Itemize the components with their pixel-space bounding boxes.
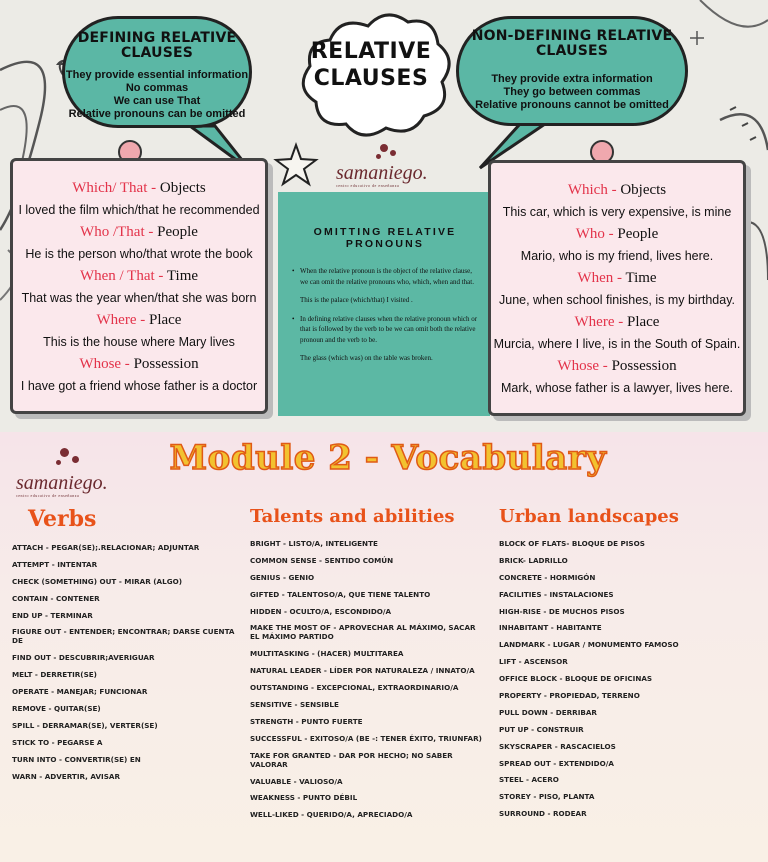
- pronoun-heading: Whose - Possession: [79, 356, 199, 372]
- omitting-heading: OMITTING RELATIVE PRONOUNS: [313, 226, 457, 250]
- vocab-item: TURN INTO - CONVERTIR(SE) EN: [12, 754, 141, 764]
- logo-dot: [376, 154, 381, 159]
- logo-tagline: centro educativo de enseñanza: [16, 493, 80, 498]
- pronoun-heading: Which - Objects: [567, 182, 667, 198]
- vocab-item: BRIGHT - LISTO/A, INTELIGENTE: [250, 539, 378, 548]
- verbs-list: [12, 543, 238, 781]
- defining-bubble: [62, 16, 252, 128]
- title-line-2: CLAUSES: [313, 66, 429, 91]
- example-sentence: This is the house where Mary lives: [43, 335, 235, 349]
- vocab-item: OFFICE BLOCK - BLOQUE DE OFICINAS: [499, 674, 653, 684]
- vocab-item: ATTACH - PEGAR(SE);.RELACIONAR; ADJUNTAR: [12, 543, 200, 552]
- talents-column: [250, 506, 486, 827]
- omitting-rule: • In defining relative clauses when the relative pronoun which or that is followed by the verb to be we can omit both the relative pronoun and the verb to be.: [292, 314, 478, 346]
- vocab-item: MELT - DERRETIR(SE): [12, 670, 97, 680]
- pronoun-heading: When - Time: [577, 270, 657, 286]
- vocab-item: OPERATE - MANEJAR; FUNCIONAR: [12, 687, 148, 697]
- non-defining-point: They provide extra information: [491, 73, 653, 85]
- vocab-item: WEAKNESS - PUNTO DÉBIL: [250, 793, 358, 803]
- talents-heading: Talents and abilities: [250, 506, 455, 527]
- vocab-item: FIGURE OUT - ENTENDER; ENCONTRAR; DARSE CUENTA DE: [12, 627, 235, 646]
- non-defining-point: Relative pronouns cannot be omitted: [475, 99, 669, 111]
- vocab-item: VALUABLE - VALIOSO/A: [250, 776, 343, 786]
- vocab-item: MULTITASKING - (HACER) MULTITAREA: [250, 649, 404, 659]
- vocab-item: CHECK (SOMETHING) OUT - MIRAR (ALGO): [12, 576, 182, 586]
- logo-dot: [60, 448, 69, 457]
- example-sentence: This car, which is very expensive, is mine: [502, 205, 732, 219]
- vocab-item: HIDDEN - OCULTO/A, ESCONDIDO/A: [250, 606, 392, 616]
- example-sentence: June, when school finishes, is my birthday.: [499, 293, 735, 307]
- example-sentence: He is the person who/that wrote the book: [25, 247, 253, 261]
- vocab-item: CONTAIN - CONTENER: [12, 593, 100, 603]
- logo-tagline: centro educativo de enseñanza: [336, 183, 400, 188]
- non-defining-examples-card: [488, 160, 746, 416]
- title-line-1: RELATIVE: [310, 39, 432, 64]
- vocab-item: BRICK- LADRILLO: [499, 555, 568, 565]
- omitting-example: This is the palace (which/that) I visited .: [300, 296, 413, 304]
- vocab-item: CONCRETE - HORMIGÓN: [499, 572, 596, 582]
- omitting-rule: • When the relative pronoun is the object of the relative clause, we can omit the relative pronouns who, which, when and that.: [292, 266, 478, 287]
- vocab-item: WARN - ADVERTIR, AVISAR: [12, 771, 120, 781]
- vocab-item: STEEL - ACERO: [499, 775, 559, 785]
- vocab-item: SUCCESSFUL - EXITOSO/A (BE -: TENER ÉXITO, TRIUNFAR): [250, 733, 482, 743]
- vocab-item: OUTSTANDING - EXCEPCIONAL, EXTRAORDINARIO/A: [250, 683, 459, 693]
- vocab-item: SPILL - DERRAMAR(SE), VERTER(SE): [12, 720, 158, 730]
- logo-dot: [72, 456, 79, 463]
- samaniego-logo: [336, 162, 428, 188]
- non-defining-heading-1: NON-DEFINING RELATIVE: [471, 28, 673, 44]
- vocab-item: TAKE FOR GRANTED - DAR POR HECHO; NO SABER VALORAR: [250, 750, 453, 769]
- pronoun-heading: Which/ That - Objects: [72, 180, 206, 196]
- vocab-item: SKYSCRAPER - RASCACIELOS: [499, 741, 616, 751]
- vocab-item: FACILITIES - INSTALACIONES: [499, 589, 614, 599]
- example-sentence: Murcia, where I live, is in the South of Spain.: [493, 337, 741, 351]
- logo-text: samaniego.: [16, 472, 108, 494]
- vocab-item: SENSITIVE - SENSIBLE: [250, 700, 339, 710]
- urban-list: [499, 539, 735, 818]
- samaniego-logo-bottom: [16, 472, 108, 498]
- pronoun-heading: Where - Place: [574, 314, 660, 330]
- vocab-item: STRENGTH - PUNTO FUERTE: [250, 716, 363, 726]
- vocab-item: END UP - TERMINAR: [12, 610, 93, 620]
- vocab-item: PROPERTY - PROPIEDAD, TERRENO: [499, 691, 640, 701]
- vocab-item: SPREAD OUT - EXTENDIDO/A: [499, 758, 614, 768]
- defining-examples-card: [10, 158, 268, 414]
- vocab-item: STICK TO - PEGARSE A: [12, 737, 103, 747]
- omitting-example: The glass (which was) on the table was broken.: [300, 354, 433, 362]
- vocab-item: PUT UP - CONSTRUIR: [499, 724, 584, 734]
- omitting-list: [292, 266, 478, 364]
- logo-text: samaniego.: [336, 162, 428, 184]
- vocab-item: HIGH-RISE - DE MUCHOS PISOS: [499, 606, 625, 616]
- vocab-item: ATTEMPT - INTENTAR: [12, 559, 98, 569]
- vocab-item: GENIUS - GENIO: [250, 572, 315, 582]
- pronoun-heading: Whose - Possession: [557, 358, 677, 374]
- vocabulary-title: Module 2 - Vocabulary: [169, 438, 607, 478]
- talents-list: [250, 539, 486, 819]
- defining-point: We can use That: [113, 95, 201, 107]
- urban-column: [499, 506, 735, 826]
- verbs-heading: Verbs: [28, 506, 97, 532]
- logo-dot: [390, 150, 396, 156]
- pronoun-heading: Where - Place: [96, 312, 182, 328]
- example-sentence: I loved the film which/that he recommended: [18, 203, 260, 217]
- non-defining-heading-2: CLAUSES: [535, 43, 609, 59]
- omitting-panel: [278, 192, 490, 416]
- non-defining-bubble: [456, 16, 688, 126]
- defining-point: They provide essential information: [65, 69, 249, 81]
- vocab-item: NATURAL LEADER - LÍDER POR NATURALEZA / INNATO/A: [250, 666, 475, 676]
- example-sentence: That was the year when/that she was born: [21, 291, 257, 305]
- vocab-item: PULL DOWN - DERRIBAR: [499, 707, 597, 717]
- example-sentence: I have got a friend whose father is a doctor: [20, 379, 258, 393]
- logo-dot: [380, 144, 388, 152]
- example-sentence: Mario, who is my friend, lives here.: [520, 249, 714, 263]
- vocab-item: BLOCK OF FLATS- BLOQUE DE PISOS: [499, 539, 645, 548]
- defining-point: Relative pronouns can be omitted: [68, 108, 246, 120]
- defining-heading-1: DEFINING RELATIVE: [77, 30, 237, 46]
- pronoun-heading: Who /That - People: [80, 224, 198, 240]
- vocab-item: LIFT - ASCENSOR: [499, 657, 568, 667]
- vocab-item: REMOVE - QUITAR(SE): [12, 704, 101, 714]
- vocab-item: LANDMARK - LUGAR / MONUMENTO FAMOSO: [499, 640, 679, 650]
- urban-heading: Urban landscapes: [499, 506, 679, 527]
- vocab-item: COMMON SENSE - SENTIDO COMÚN: [250, 555, 394, 565]
- vocab-item: SURROUND - RODEAR: [499, 809, 587, 819]
- vocab-item: WELL-LIKED - QUERIDO/A, APRECIADO/A: [250, 810, 413, 820]
- page-title: [306, 24, 436, 130]
- defining-heading-2: CLAUSES: [120, 45, 194, 61]
- verbs-column: [12, 506, 238, 788]
- vocab-item: MAKE THE MOST OF - APROVECHAR AL MÁXIMO, SACAR EL MÁXIMO PARTIDO: [250, 623, 476, 642]
- vocab-item: FIND OUT - DESCUBRIR;AVERIGUAR: [12, 653, 155, 663]
- vocab-item: INHABITANT - HABITANTE: [499, 623, 602, 633]
- logo-dot: [56, 460, 61, 465]
- non-defining-point: They go between commas: [503, 86, 641, 98]
- example-sentence: Mark, whose father is a lawyer, lives here.: [500, 381, 734, 395]
- pronoun-heading: When / That - Time: [79, 268, 199, 284]
- vocab-item: STOREY - PISO, PLANTA: [499, 792, 595, 802]
- pronoun-heading: Who - People: [575, 226, 659, 242]
- vocab-item: GIFTED - TALENTOSO/A, QUE TIENE TALENTO: [250, 589, 431, 599]
- defining-point: No commas: [125, 82, 189, 94]
